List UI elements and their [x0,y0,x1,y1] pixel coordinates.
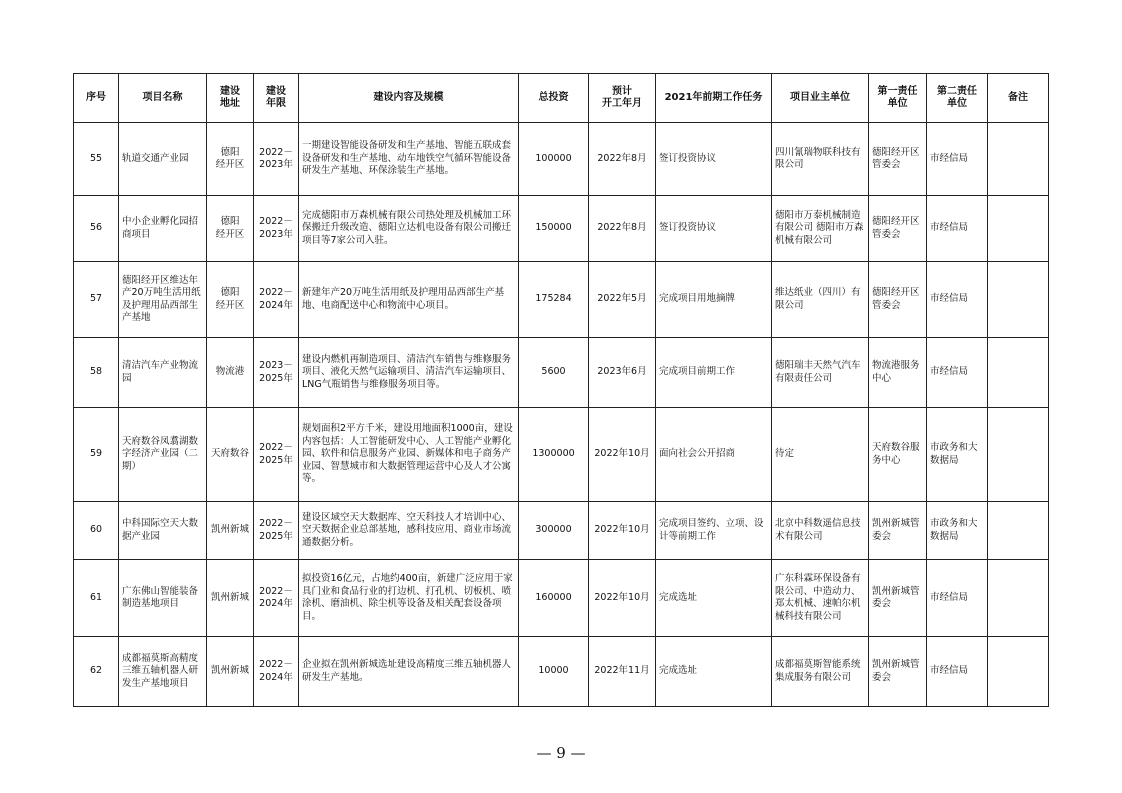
cell-text: 德阳 经开区 [215,146,245,170]
cell-addr [207,560,254,637]
column-header [254,74,299,123]
column-header-label: 建设内容及规模 [373,91,444,103]
cell-task [656,196,772,262]
cell-text: 10000 [538,665,569,677]
column-header-label: 建设 地址 [220,85,240,109]
cell-resp1 [869,262,927,338]
table-row [74,502,1049,560]
column-header-label: 项目业主单位 [790,91,850,103]
cell-start [589,196,656,262]
cell-invest [519,637,589,707]
cell-text: 规划面积2平方千米，建设用地面积1000亩，建设内容包括：人工智能研发中心、人工智能产业孵化园、软件和信息服务产业园、新媒体和电子商务产业园、智慧城市和大数据管理运营中心及人才公寓等。 [302,423,513,485]
cell-invest [519,262,589,338]
cell-no [74,502,119,560]
cell-text: 四川氰瑞物联科技有限公司 [775,146,861,170]
cell-text: 凯州新城 [210,524,249,536]
cell-text: 完成选址 [659,591,698,603]
cell-text: 凯州新城管委会 [872,518,920,542]
cell-text: 中科国际空天大数据产业园 [122,518,199,542]
cell-text: 市经信局 [930,665,969,677]
cell-content [299,338,519,408]
cell-invest [519,196,589,262]
cell-text: 成都福莫斯智能系统集成服务有限公司 [775,659,861,683]
table-row [74,338,1049,408]
cell-invest [519,408,589,502]
column-header [772,74,869,123]
table-row [74,123,1049,196]
cell-owner [772,123,869,196]
cell-no [74,196,119,262]
cell-text: 2022－ 2024年 [259,585,293,609]
column-header [869,74,927,123]
cell-text: 德阳经开区维达年产20万吨生活用纸及护理用品西部生产基地 [122,274,201,323]
cell-no [74,338,119,408]
cell-start [589,560,656,637]
cell-start [589,502,656,560]
cell-text: 61 [89,591,103,603]
cell-text: 300000 [535,524,572,536]
column-header-label: 序号 [86,91,106,103]
cell-years [254,338,299,408]
cell-text: 完成项目前期工作 [659,366,736,378]
cell-years [254,123,299,196]
cell-name [119,637,207,707]
table-row [74,560,1049,637]
cell-text: 57 [89,293,103,305]
column-header-label: 项目名称 [142,91,183,103]
header-row [74,74,1049,123]
cell-name [119,196,207,262]
cell-text: 市经信局 [930,366,969,378]
cell-text: 2022年11月 [594,665,650,677]
cell-text: 天府数谷 [210,448,249,460]
cell-text: 德阳瑞丰天然气汽车有限责任公司 [775,360,861,384]
cell-text: 天府数谷服务中心 [872,442,920,466]
cell-text: 凯州新城 [210,665,249,677]
cell-text: 56 [89,222,103,234]
cell-text: 2022－ 2023年 [259,146,293,170]
column-header [74,74,119,123]
cell-addr [207,408,254,502]
cell-text: 成都福莫斯高精度三维五轴机器人研发生产基地项目 [122,652,199,689]
cell-text: 维达纸业（四川）有限公司 [775,287,861,311]
cell-content [299,123,519,196]
cell-text: 德阳经开区管委会 [872,146,920,170]
cell-text: 凯州新城管委会 [872,659,920,683]
cell-name [119,262,207,338]
cell-text: 60 [89,524,103,536]
cell-text: 59 [89,448,103,460]
cell-text: 中小企业孵化园招商项目 [122,216,199,240]
table-row [74,637,1049,707]
cell-text: 天府数谷凤翥湖数字经济产业园（二期） [122,435,199,472]
cell-text: 德阳经开区管委会 [872,287,920,311]
cell-text: 市政务和大数据局 [930,442,978,466]
cell-text: 新建年产20万吨生活用纸及护理用品西部生产基地、电商配送中心和物流中心项目。 [302,287,505,311]
project-table [73,73,1049,707]
cell-text: 完成德阳市万森机械有限公司热处理及机械加工环保搬迁升级改造、德阳立达机电设备有限公司搬迁项目等7家公司入驻。 [302,209,512,246]
cell-text: 2022年8月 [597,222,647,234]
cell-text: 2022－ 2024年 [259,287,293,311]
cell-content [299,262,519,338]
cell-resp2 [927,262,988,338]
cell-text: 2022－ 2023年 [259,216,293,240]
cell-no [74,262,119,338]
cell-name [119,560,207,637]
column-header-label: 第一责任 单位 [877,85,918,109]
cell-text: 凯州新城 [210,591,249,603]
cell-resp2 [927,408,988,502]
cell-addr [207,123,254,196]
column-header [207,74,254,123]
cell-text: 2022年8月 [597,152,647,164]
cell-no [74,123,119,196]
cell-text: 完成项目签约、立项、设计等前期工作 [659,518,764,542]
cell-text: 62 [89,665,103,677]
cell-resp2 [927,338,988,408]
cell-owner [772,408,869,502]
column-header-label: 备注 [1008,91,1028,103]
cell-no [74,637,119,707]
cell-content [299,560,519,637]
column-header-label: 预计 开工年月 [602,85,642,109]
cell-task [656,123,772,196]
cell-resp2 [927,637,988,707]
cell-start [589,338,656,408]
cell-text: 2022年5月 [597,293,647,305]
cell-task [656,560,772,637]
cell-resp1 [869,338,927,408]
column-header-label: 2021年前期工作任务 [664,91,763,103]
cell-name [119,502,207,560]
cell-text: 58 [89,366,103,378]
cell-text: 建设内燃机再制造项目、清洁汽车销售与维修服务项目、液化天然气运输项目、清洁汽车运输项目、LNG气瓶销售与维修服务项目等。 [302,353,512,390]
cell-text: 一期建设智能设备研发和生产基地、智能五联成套设备研发和生产基地、动车地铁空气循环智能设备研发生产基地、环保涂装生产基地。 [302,140,512,177]
cell-text: 2022年10月 [594,524,650,536]
cell-text: 175284 [535,293,572,305]
cell-text: 北京中科数遥信息技术有限公司 [775,518,861,542]
table-row [74,262,1049,338]
cell-text: 150000 [535,222,572,234]
cell-invest [519,123,589,196]
cell-resp1 [869,637,927,707]
cell-text: 签订投资协议 [659,152,717,164]
column-header [988,74,1049,123]
cell-owner [772,560,869,637]
cell-text: 市经信局 [930,293,969,305]
cell-years [254,196,299,262]
column-header [519,74,589,123]
cell-text: 100000 [535,152,572,164]
cell-addr [207,338,254,408]
column-header-label: 总投资 [538,91,569,103]
cell-text: 德阳 经开区 [215,216,245,240]
cell-start [589,408,656,502]
cell-task [656,637,772,707]
cell-invest [519,338,589,408]
cell-owner [772,637,869,707]
cell-years [254,262,299,338]
column-header-label: 建设 年限 [266,85,286,109]
cell-resp2 [927,560,988,637]
cell-note [988,637,1049,707]
cell-text: 2022－ 2024年 [259,659,293,683]
cell-text: 物流港服务中心 [872,360,920,384]
cell-text: 待定 [775,448,795,460]
cell-text: 160000 [535,591,572,603]
cell-text: 清洁汽车产业物流园 [122,360,199,384]
cell-note [988,338,1049,408]
cell-owner [772,196,869,262]
cell-invest [519,560,589,637]
table-row [74,408,1049,502]
cell-note [988,560,1049,637]
cell-text: 完成选址 [659,665,698,677]
cell-text: 拟投资16亿元，占地约400亩，新建广泛应用于家具门业和食品行业的打边机、打孔机、切板机、喷涂机、磨油机、除尘机等设备及相关配套设备项目。 [302,573,513,622]
cell-start [589,262,656,338]
cell-text: 市经信局 [930,222,969,234]
cell-resp1 [869,502,927,560]
cell-years [254,408,299,502]
cell-owner [772,262,869,338]
cell-text: 55 [89,152,103,164]
cell-text: 凯州新城管委会 [872,585,920,609]
cell-no [74,408,119,502]
column-header [927,74,988,123]
cell-text: 2023－ 2025年 [259,360,293,384]
cell-text: 1300000 [532,448,575,460]
cell-text: 2022年10月 [594,448,650,460]
cell-addr [207,262,254,338]
table-row [74,196,1049,262]
cell-text: 2022－ 2025年 [259,442,293,466]
cell-task [656,502,772,560]
column-header [589,74,656,123]
cell-invest [519,502,589,560]
cell-name [119,408,207,502]
cell-no [74,560,119,637]
cell-owner [772,338,869,408]
cell-years [254,637,299,707]
cell-text: 市经信局 [930,591,969,603]
cell-owner [772,502,869,560]
cell-note [988,196,1049,262]
cell-text: 市政务和大数据局 [930,518,978,542]
cell-content [299,637,519,707]
cell-resp1 [869,408,927,502]
cell-resp1 [869,560,927,637]
cell-name [119,338,207,408]
column-header [299,74,519,123]
page-number: — 9 — [536,744,586,762]
cell-text: 2022－ 2025年 [259,518,293,542]
cell-text: 市经信局 [930,152,969,164]
cell-task [656,338,772,408]
cell-resp2 [927,196,988,262]
cell-start [589,123,656,196]
cell-text: 5600 [541,366,566,378]
cell-resp1 [869,123,927,196]
cell-task [656,408,772,502]
column-header-label: 第二责任 单位 [937,85,977,109]
cell-content [299,408,519,502]
cell-note [988,123,1049,196]
cell-name [119,123,207,196]
cell-addr [207,502,254,560]
cell-text: 物流港 [215,366,245,378]
cell-text: 2022年10月 [594,591,650,603]
column-header [119,74,207,123]
cell-years [254,502,299,560]
cell-text: 广东科霖环保设备有限公司、中造动力、郑太机械、速帕尔机械科技有限公司 [775,573,861,622]
cell-text: 德阳经开区管委会 [872,216,920,240]
cell-start [589,637,656,707]
cell-text: 企业拟在凯州新城选址建设高精度三维五轴机器人研发生产基地。 [302,659,512,683]
cell-note [988,262,1049,338]
cell-note [988,408,1049,502]
cell-text: 德阳 经开区 [215,287,245,311]
cell-years [254,560,299,637]
cell-text: 完成项目用地摘牌 [659,293,736,305]
cell-task [656,262,772,338]
cell-resp2 [927,123,988,196]
cell-text: 建设区域空天大数据库、空天科技人才培训中心、空天数据企业总部基地，感科技应用、商业市场流通数据分析。 [302,511,512,548]
cell-text: 轨道交通产业园 [122,152,189,164]
cell-addr [207,196,254,262]
cell-addr [207,637,254,707]
cell-text: 面向社会公开招商 [659,448,736,460]
cell-text: 签订投资协议 [659,222,717,234]
cell-text: 德阳市万泰机械制造有限公司 德阳市万森机械有限公司 [775,209,864,246]
cell-resp2 [927,502,988,560]
cell-content [299,502,519,560]
cell-text: 广东佛山智能装备制造基地项目 [122,585,199,609]
table-body [74,123,1049,707]
cell-resp1 [869,196,927,262]
cell-content [299,196,519,262]
cell-text: 2023年6月 [597,366,647,378]
column-header [656,74,772,123]
cell-note [988,502,1049,560]
